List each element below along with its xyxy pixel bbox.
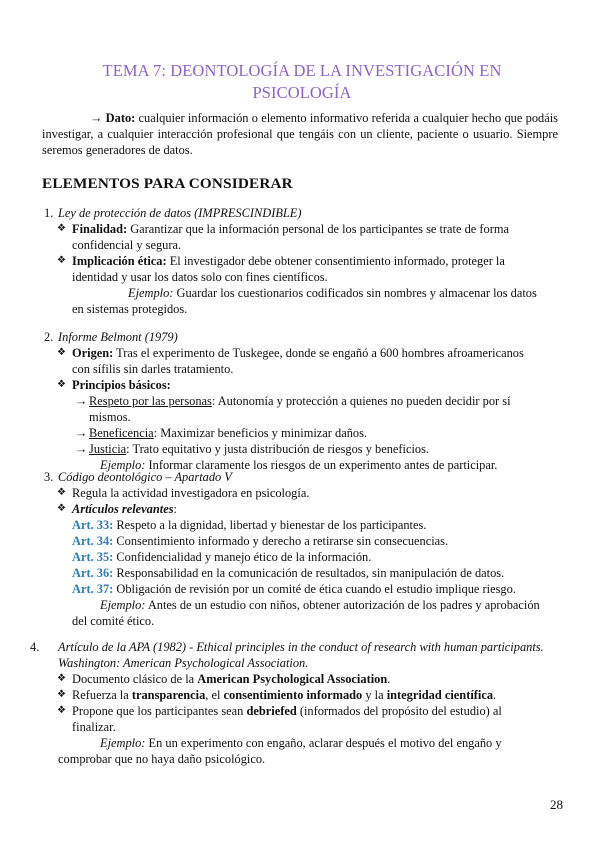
list-item: ❖ Principios básicos: bbox=[57, 378, 171, 392]
section-heading: ELEMENTOS PARA CONSIDERAR bbox=[42, 175, 293, 192]
principle-item: → Respeto por las personas: Autonomía y protección a quienes no pueden decidir por sí mismos. bbox=[75, 394, 511, 424]
section-2 bbox=[44, 329, 544, 473]
bullet-icon: ❖ bbox=[57, 255, 66, 266]
list-item: ❖ Refuerza la transparencia, el consentimiento informado y la integridad científica. bbox=[57, 688, 497, 702]
principle-item: → Beneficencia: Maximizar beneficios y minimizar daños. bbox=[75, 426, 368, 440]
example: Ejemplo: En un experimento con engaño, aclarar después el motivo del engaño y comprobar que no haya daño psicológico. bbox=[58, 736, 502, 766]
bullet-icon: ❖ bbox=[57, 347, 66, 358]
example: Ejemplo: Guardar los cuestionarios codificados sin nombres y almacenar los datos en sistemas protegidos. bbox=[72, 286, 537, 316]
example: Ejemplo: Informar claramente los riesgos de un experimento antes de participar. bbox=[100, 458, 498, 472]
arrow-icon: → bbox=[75, 394, 88, 408]
bullet-icon: ❖ bbox=[57, 379, 66, 390]
section-1-title: 1. Ley de protección de datos (IMPRESCINDIBLE) bbox=[44, 206, 302, 220]
arrow-icon: → bbox=[75, 442, 88, 456]
bullet-icon: ❖ bbox=[57, 673, 66, 684]
article-item: Art. 36: Responsabilidad en la comunicación de resultados, sin manipulación de datos. bbox=[72, 566, 505, 580]
bullet-icon: ❖ bbox=[57, 487, 66, 498]
bullet-icon: ❖ bbox=[57, 705, 66, 716]
list-item: ❖ Implicación ética: El investigador debe obtener consentimiento informado, proteger la identidad y usar los datos solo con fines científicos. bbox=[57, 254, 505, 284]
section-3-title: 3. Código deontológico – Apartado V bbox=[44, 470, 232, 484]
dato-paragraph bbox=[42, 110, 558, 158]
article-item: Art. 37: Obligación de revisión por un comité de ética cuando el estudio implique riesgo. bbox=[72, 582, 516, 596]
section-3 bbox=[44, 469, 544, 629]
arrow-icon: → bbox=[75, 426, 88, 440]
article-item: Art. 34: Consentimiento informado y derecho a retirarse sin consecuencias. bbox=[72, 534, 449, 548]
bullet-icon: ❖ bbox=[57, 503, 66, 514]
bullet-icon: ❖ bbox=[57, 223, 66, 234]
dato-text: cualquier información o elemento informativo referida a cualquier hecho que podáis investigar, a cualquier interacción profesional que tengáis con un cliente, paciente o usuario. Siempre seremos generadores de datos. bbox=[42, 111, 558, 157]
list-item: ❖ Artículos relevantes: bbox=[57, 502, 177, 516]
section-2-title: 2. Informe Belmont (1979) bbox=[44, 330, 178, 344]
page-title: TEMA 7: DEONTOLOGÍA DE LA INVESTIGACIÓN EN PSICOLOGÍA bbox=[102, 61, 502, 102]
list-item: ❖ Documento clásico de la American Psychological Association. bbox=[57, 672, 391, 686]
article-item: Art. 35: Confidencialidad y manejo ético de la información. bbox=[72, 550, 372, 564]
arrow-icon: → bbox=[90, 111, 103, 125]
article-item: Art. 33: Respeto a la dignidad, libertad y bienestar de los participantes. bbox=[72, 518, 427, 532]
list-item: ❖ Finalidad: Garantizar que la información personal de los participantes se trate de forma confidencial y segura. bbox=[57, 222, 509, 252]
bullet-icon: ❖ bbox=[57, 689, 66, 700]
section-4 bbox=[30, 639, 544, 767]
section-1 bbox=[44, 205, 544, 317]
page-number: 28 bbox=[550, 797, 563, 812]
list-item: ❖ Regula la actividad investigadora en psicología. bbox=[57, 486, 310, 500]
example: Ejemplo: Antes de un estudio con niños, obtener autorización de los padres y aprobación del comité ético. bbox=[72, 598, 540, 628]
list-item: ❖ Origen: Tras el experimento de Tuskegee, donde se engañó a 600 hombres afroamericanos con sífilis sin darles tratamiento. bbox=[57, 346, 524, 376]
principle-item: → Justicia: Trato equitativo y justa distribución de riesgos y beneficios. bbox=[75, 442, 430, 456]
section-4-title: 4. Artículo de la APA (1982) - Ethical principles in the conduct of research with human participants. Washington: American Psychological Association. bbox=[30, 640, 544, 670]
dato-label: Dato: bbox=[105, 111, 136, 125]
list-item: ❖ Propone que los participantes sean debriefed (informados del propósito del estudio) al finalizar. bbox=[57, 704, 502, 734]
